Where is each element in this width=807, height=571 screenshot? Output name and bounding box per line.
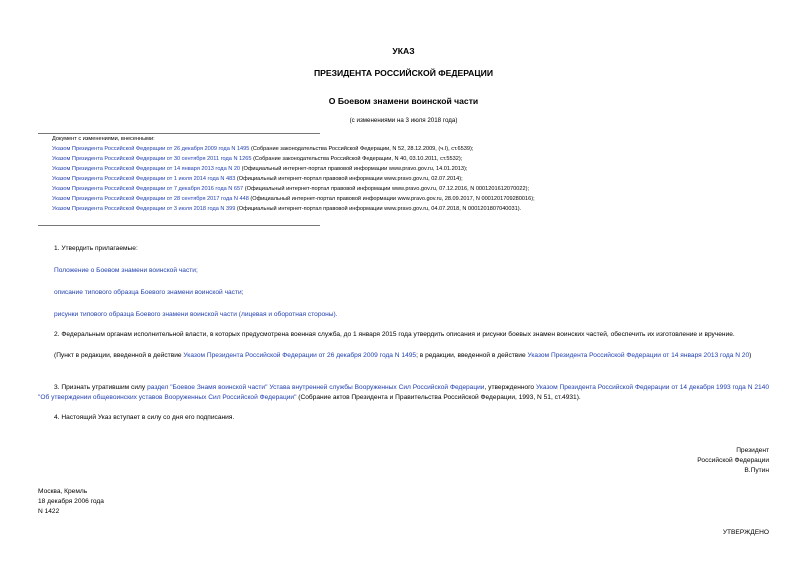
bottom-divider <box>38 225 320 226</box>
drawings-link[interactable]: рисунки типового образца Боевого знамени воинской части (лицевая и оборотная стороны). <box>54 311 338 318</box>
change-item <box>52 146 473 152</box>
regulation-link[interactable]: Положение о Боевом знамени воинской части; <box>54 267 198 274</box>
paragraph-2: 2. Федеральным органам исполнительной власти, в которых предусмотрена военная служба, до 1 января 2015 года утвердить описания и рисунки боевых знамен воинских частей, обеспечить их изготовление и вручение. <box>54 331 735 338</box>
changes-intro: Документ с изменениями, внесенными: <box>52 136 155 142</box>
signature-country: Российской Федерации <box>697 457 769 464</box>
decree-heading: УКАЗ <box>392 46 415 56</box>
change-note: (Официальный интернет-портал правовой информации www.pravo.gov.ru, 04.07.2018, N 0001201807040031). <box>235 205 522 212</box>
change-note: (Официальный интернет-портал правовой информации www.pravo.gov.ru, 02.07.2014); <box>235 175 463 182</box>
change-item <box>52 186 529 192</box>
change-item <box>52 196 535 202</box>
change-link[interactable]: Указом Президента Российской Федерации от 3 июля 2018 года N 399 <box>52 205 236 212</box>
change-item <box>52 166 467 172</box>
paragraph-4: 4. Настоящий Указ вступает в силу со дня его подписания. <box>54 414 235 421</box>
paragraph-3: 3. Признать утратившим силу раздел "Боевое Знамя воинской части" Устава внутренней службы Вооруженных Сил Российской Федерации, утвержденного Указом Президента Российской Федерации от 14 декабря 1993 года N 2140 "Об утверждении общевоинских уставов Вооруженных Сил Российской Федерации" (Собрание актов Президента и Правительства Российской Федерации, 1993, N 51, ст.4931). <box>38 384 769 401</box>
signature-title: Президент <box>736 447 769 454</box>
change-link[interactable]: Указом Президента Российской Федерации от 1 июля 2014 года N 483 <box>52 175 236 182</box>
change-note: (Собрание законодательства Российской Федерации, N 40, 03.10.2011, ст.5532); <box>251 155 463 162</box>
decree-issuer: ПРЕЗИДЕНТА РОССИЙСКОЙ ФЕДЕРАЦИИ <box>313 68 494 78</box>
place: Москва, Кремль <box>38 488 88 495</box>
approved-label: УТВЕРЖДЕНО <box>722 529 769 536</box>
change-note: (Официальный интернет-портал правовой информации www.pravo.gov.ru, 28.09.2017, N 0001201709280016); <box>248 195 535 202</box>
amendment-link[interactable]: Указом Президента Российской Федерации от 14 января 2013 года N 20 <box>527 352 750 359</box>
change-link[interactable]: Указом Президента Российской Федерации от 14 января 2013 года N 20 <box>52 165 241 172</box>
change-note: (Официальный интернет-портал правовой информации www.pravo.gov.ru, 07.12.2016, N 0001201612070022); <box>243 185 530 192</box>
change-note: (Собрание законодательства Российской Федерации, N 52, 28.12.2009, (ч.I), ст.6539); <box>249 145 474 152</box>
change-link[interactable]: Указом Президента Российской Федерации от 30 сентября 2011 года N 1265 <box>52 155 252 162</box>
change-link[interactable]: Указом Президента Российской Федерации от 28 сентября 2017 года N 448 <box>52 195 249 202</box>
top-divider <box>38 133 320 134</box>
paragraph-1: 1. Утвердить прилагаемые: <box>54 245 138 252</box>
change-link[interactable]: Указом Президента Российской Федерации от 7 декабря 2016 года N 657 <box>52 185 244 192</box>
change-item <box>52 206 521 212</box>
page-title: О Боевом знамени воинской части <box>328 96 479 106</box>
change-note: (Официальный интернет-портал правовой информации www.pravo.gov.ru, 14.01.2013); <box>240 165 468 172</box>
description-link[interactable]: описание типового образца Боевого знамени воинской части; <box>54 289 244 296</box>
change-item <box>52 156 462 162</box>
charter-section-link[interactable]: раздел "Боевое Знамя воинской части" Устава внутренней службы Вооруженных Сил Российской Федерации <box>147 384 485 391</box>
date: 18 декабря 2006 года <box>38 498 104 505</box>
change-link[interactable]: Указом Президента Российской Федерации от 26 декабря 2009 года N 1495 <box>52 145 250 152</box>
change-item <box>52 176 463 182</box>
signature-name: В.Путин <box>744 467 769 474</box>
decree-number: N 1422 <box>38 508 60 515</box>
revision-note: (с изменениями на 3 июля 2018 года) <box>349 117 458 124</box>
decree-2140-link[interactable]: Указом Президента Российской Федерации от 14 декабря 1993 года N 2140 "Об утверждении общевоинских уставов Вооруженных Сил Российской Федерации" <box>38 384 769 401</box>
paragraph-2-note: (Пункт в редакции, введенной в действие Указом Президента Российской Федерации от 26 декабря 2009 года N 1495; в редакции, введенной в действие Указом Президента Российской Федерации от 14 января 2013 года N 20) <box>54 352 752 359</box>
amendment-link[interactable]: Указом Президента Российской Федерации от 26 декабря 2009 года N 1495 <box>183 352 417 359</box>
